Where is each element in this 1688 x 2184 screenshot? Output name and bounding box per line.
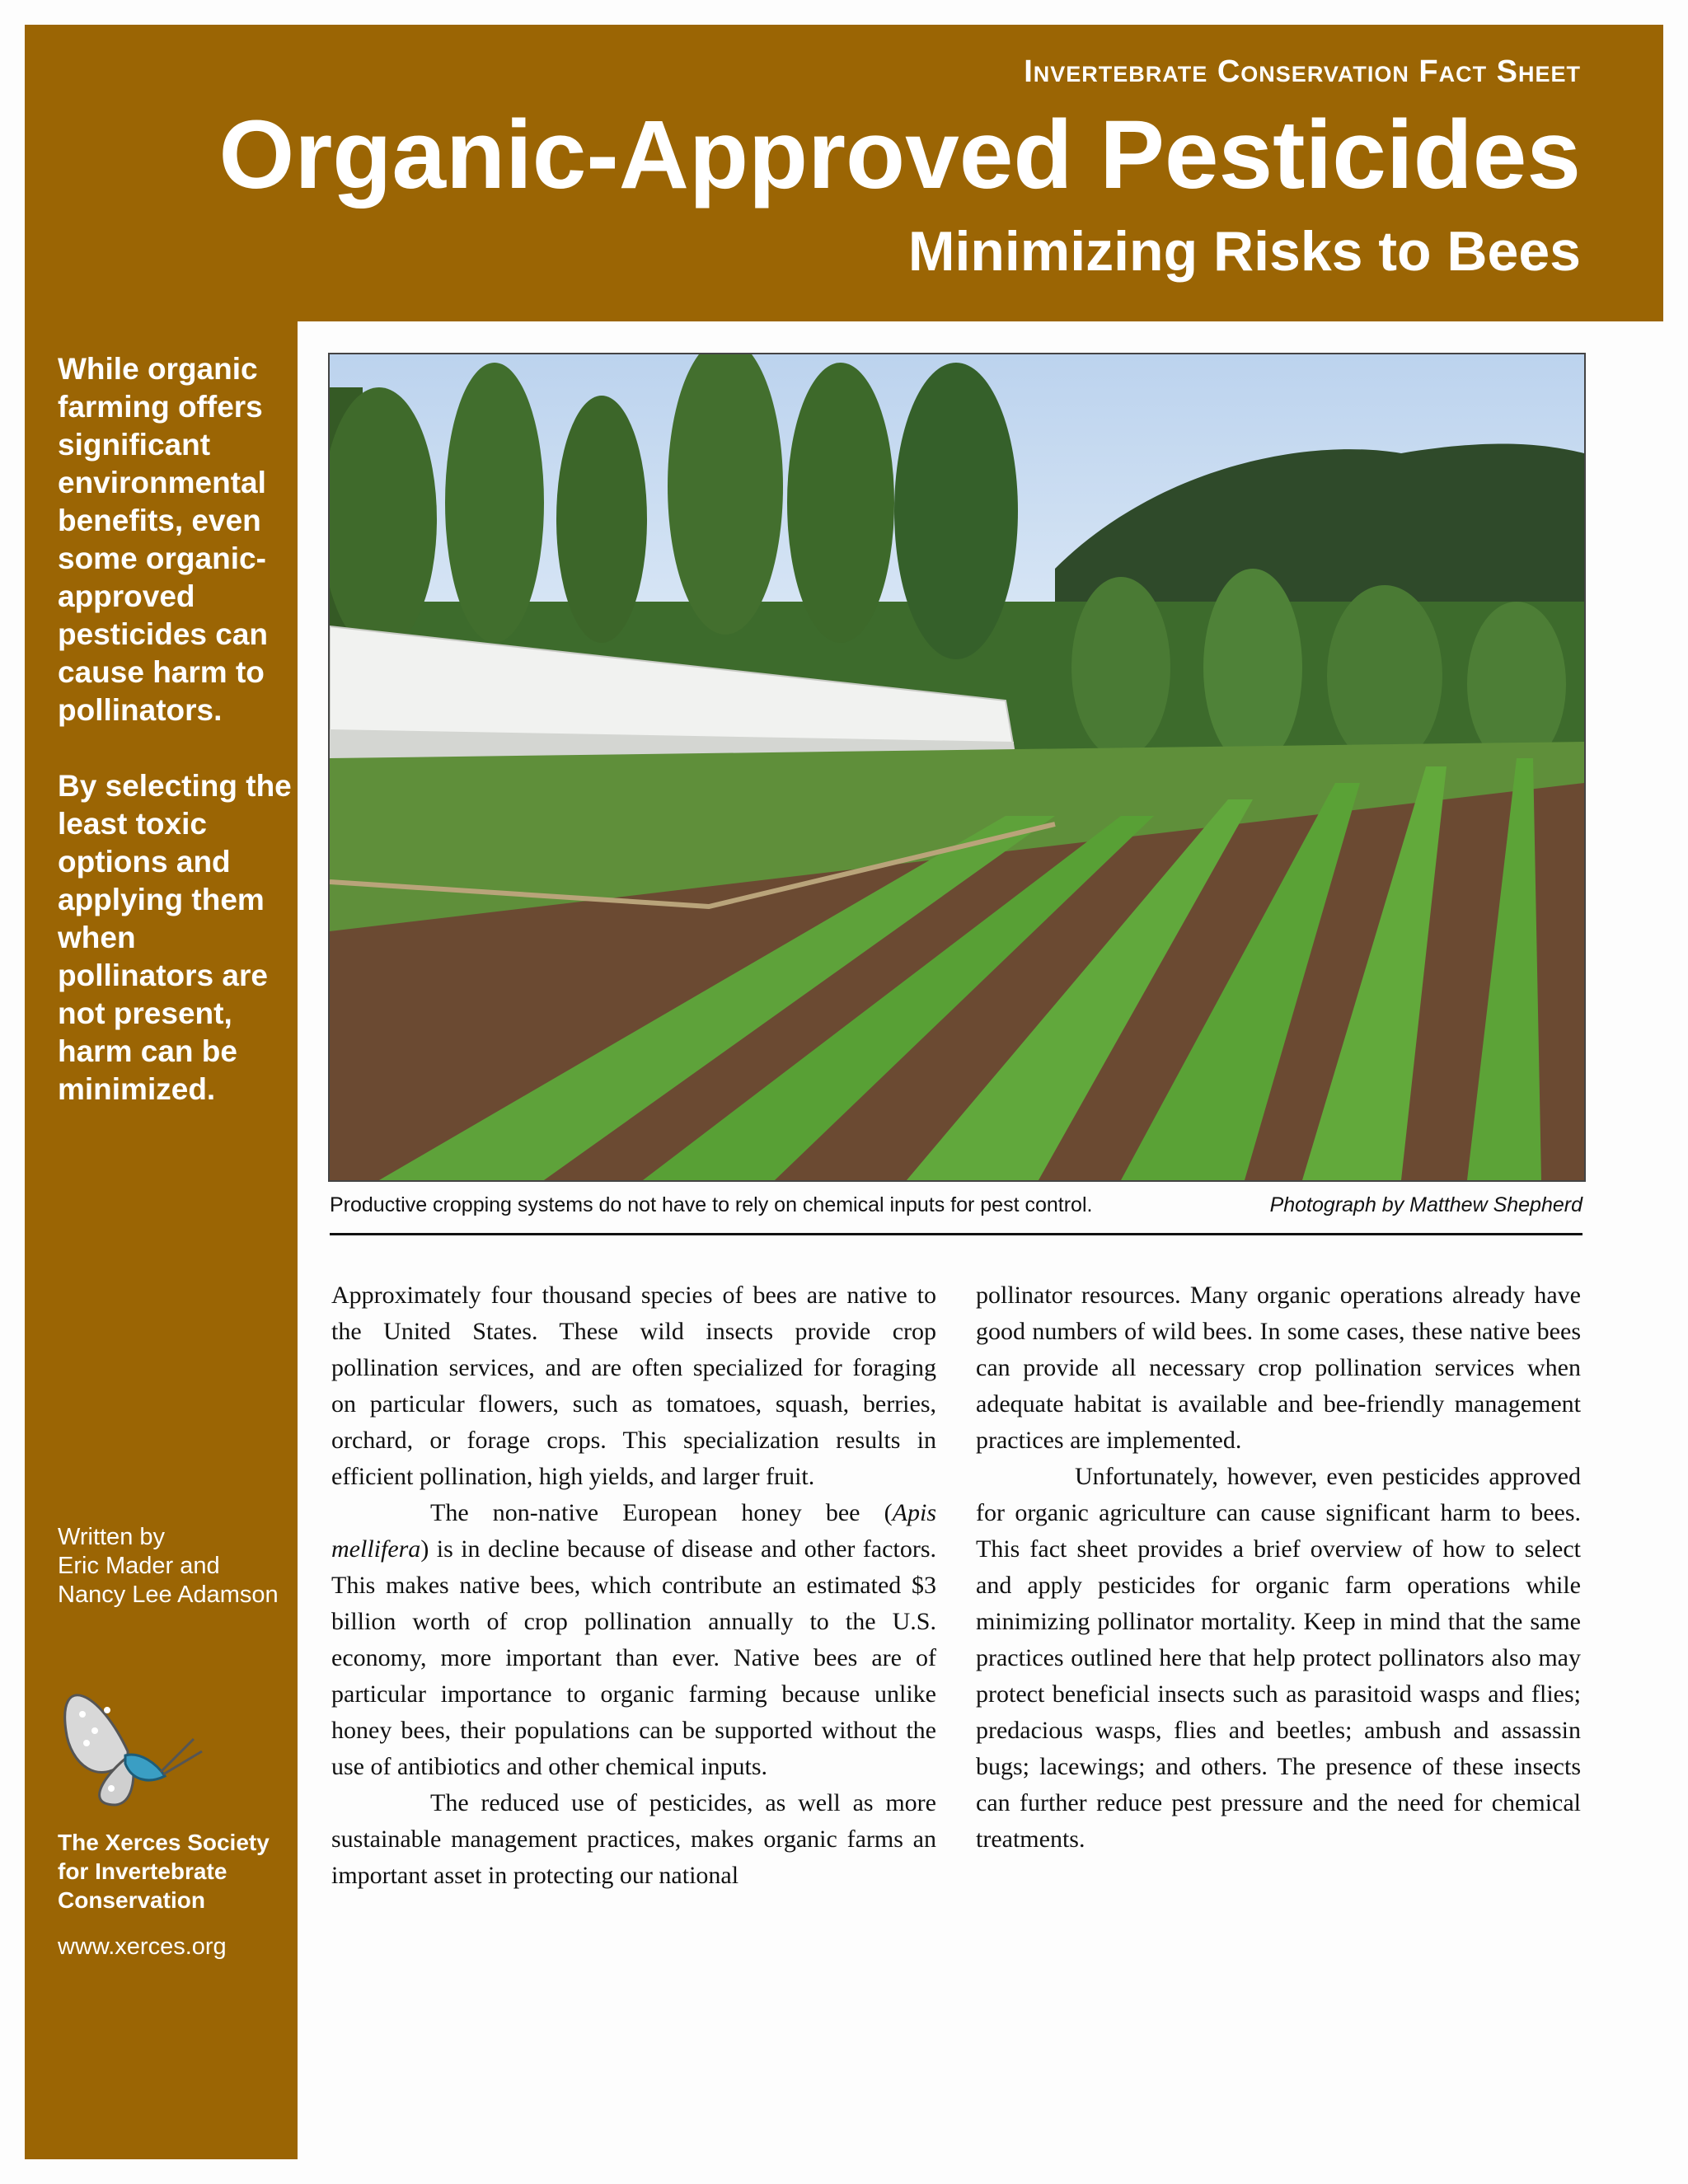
species-name: Apis mellifera — [331, 1499, 936, 1563]
body-paragraph: The reduced use of pesticides, as well as more sustainable management practices, makes organic farms an important asset in protecting our national — [331, 1789, 936, 1889]
credits-line: Nancy Lee Adamson — [58, 1582, 279, 1608]
body-column-2 — [976, 1277, 1581, 1858]
butterfly-logo-icon — [49, 1673, 214, 1813]
caption-text: Productive cropping systems do not have to rely on chemical inputs for pest control. — [330, 1193, 1093, 1216]
credits-line: Written by — [58, 1524, 166, 1550]
society-line: Conservation — [58, 1887, 205, 1913]
website-link[interactable]: www.xerces.org — [58, 1933, 227, 1960]
page-subtitle: Minimizing Risks to Bees — [907, 220, 1581, 283]
society-line: for Invertebrate — [58, 1858, 227, 1884]
body-text: The non-native European honey bee ( — [430, 1499, 893, 1526]
body-paragraph — [331, 1495, 936, 1785]
photo-credit: Photograph by Matthew Shepherd — [1269, 1193, 1582, 1216]
body-paragraph: pollinator resources. Many organic operations already have good numbers of wild bees. In some cases, these native bees can provide all necessary crop pollination services when adequate habitat is available and bee-friendly management practices are implemented. — [976, 1282, 1581, 1454]
credits-line: Eric Mader and — [58, 1553, 220, 1579]
page-title: Organic-Approved Pesticides — [218, 101, 1581, 209]
sidebar-intro — [58, 350, 297, 1146]
farm-photo — [328, 353, 1586, 1182]
body-paragraph: Unfortunately, however, even pesticides approved for organic agriculture can cause significant harm to bees. This fact sheet provides a brief overview of how to select and apply pesticides for organic farm operations while minimizing pollinator mortality. Keep in mind that the same practices outlined here that help protect pollinators also may protect beneficial insects such as parasitoid wasps and flies; predacious wasps, flies and beetles; ambush and assassin bugs; lacewings; and others. The presence of these insects can further reduce pest pressure and the need for chemical treatments. — [976, 1463, 1581, 1853]
body-column-1 — [331, 1277, 936, 1894]
author-credits — [58, 1523, 297, 1610]
caption-rule — [330, 1233, 1582, 1235]
body-paragraph: Approximately four thousand species of bees are native to the United States. These wild insects provide crop pollination services, and are often specialized for foraging on particular flowers, such as tomatoes, squash, berries, orchard, or forage crops. This specialization results in efficient pollination, high yields, and larger fruit. — [331, 1282, 936, 1490]
society-line: The Xerces Society — [58, 1830, 270, 1855]
society-name — [58, 1828, 297, 1915]
series-kicker: Invertebrate Conservation Fact Sheet — [1024, 54, 1581, 89]
intro-paragraph: By selecting the least toxic options and applying them when pollinators are not present, harm can be minimized. — [58, 769, 292, 1106]
body-text: ) is in decline because of disease and other factors. This makes native bees, which contribute an estimated $3 billion worth of crop pollination annually to the U.S. economy, more important than ever. Native bees are of particular importance to organic farming because unlike honey bees, their populations can be supported without the use of antibiotics and other chemical inputs. — [331, 1535, 936, 1780]
intro-paragraph: While organic farming offers significant environmental benefits, even some organic-approved pesticides can cause harm to pollinators. — [58, 352, 269, 727]
